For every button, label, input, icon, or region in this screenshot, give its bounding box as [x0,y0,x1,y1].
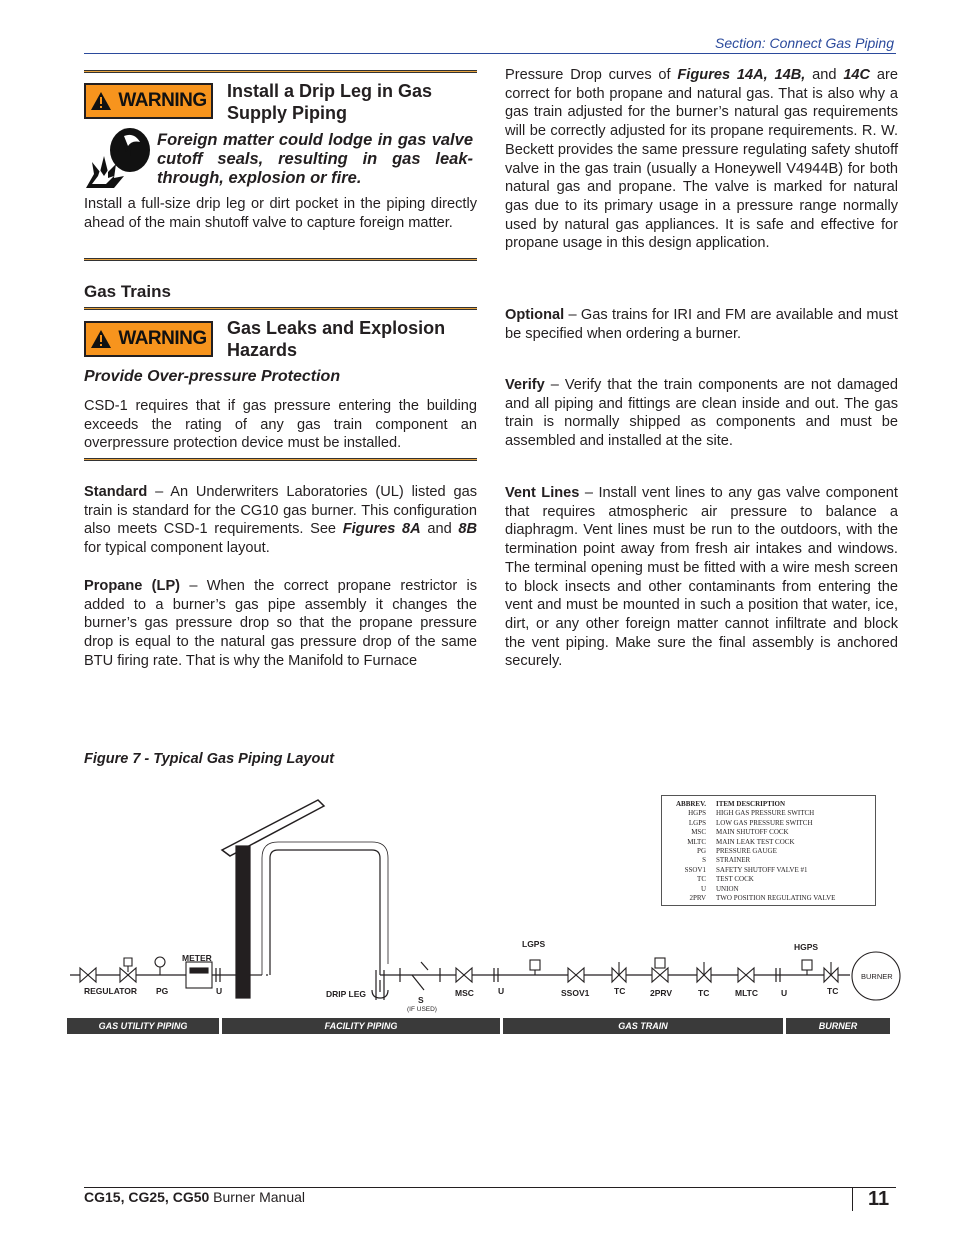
divider-rule [84,458,477,461]
verify-paragraph [505,376,898,451]
label-tc: TC [614,986,626,996]
band-gas-train: GAS TRAIN [503,1018,783,1034]
label-mltc: MLTC [735,988,758,998]
verify-text: – Verify that the train components are not damaged and all piping and fittings are clean inside and out. The gas train is normally shipped as components and must be assembled and installed at the site. [505,377,898,450]
legend-row: MSC MAIN SHUTOFF COCK [691,828,789,837]
divider-rule [84,307,477,310]
standard-figure-link[interactable]: Figures 8A [342,521,421,538]
gas-trains-heading: Gas Trains [84,282,171,301]
label-union: U [216,986,223,996]
vent-text: – Install vent lines to any gas valve component that requires atmospheric air pressure to balance a diaphragm. Vent lines must be run to the outdoors, with the termination point away from fresh air intakes and windows. The terminal opening must be fitted with a wire mesh screen to block insects and other contaminants from entering the vent and must be mounted in such a position that water, ice, dirt, or any other foreign matter cannot infiltrate and block the vent piping. Make sure the final assembly is anchored securely. [505,485,898,670]
label-union-2: U [498,986,505,996]
legend-row: MLTC MAIN LEAK TEST COCK [687,837,795,846]
header-rule [84,53,896,54]
propane-lead: Propane (LP) [84,578,181,594]
explosion-hazard-icon [84,126,154,194]
label-meter: METER [182,953,212,963]
footer-manual: Burner Manual [209,1189,305,1205]
standard-text: – An Underwriters Laboratories (UL) listed gas train is standard for the CG10 gas burner. This configuration also meets CSD-1 requirements. See [84,484,477,538]
label-strainer: S [418,995,424,1005]
label-regulator: REGULATOR [84,986,138,996]
band-facility-piping: FACILITY PIPING [222,1018,500,1034]
page-number: 11 [868,1188,890,1210]
section-header: Section: Connect Gas Piping [715,35,894,51]
standard-paragraph [84,483,477,558]
optional-paragraph [505,306,898,343]
standard-figure-link-2[interactable]: 8B [458,521,478,538]
legend-header: ABBREV. ITEM DESCRIPTION [675,800,786,808]
drip-paragraph: Install a full-size drip leg or dirt pocket in the piping directly ahead of the main shutoff valve to capture foreign matter. [84,196,477,231]
warning-badge [84,321,213,357]
gas-piping-diagram [0,790,954,1020]
pd-figures-link[interactable]: Figures 14A, 14B, [677,67,806,83]
footer-manual-title [84,1189,305,1205]
footer-models: CG15, CG25, CG50 [84,1189,210,1205]
pd-head: Pressure Drop curves of [505,67,678,83]
divider-rule [84,70,477,73]
label-tc-2: TC [698,988,710,998]
overpressure-subheading: Provide Over-pressure Protection [84,368,341,385]
footer-rule [84,1187,896,1188]
label-pg: PG [156,986,169,996]
warning-triangle-icon [90,329,112,349]
verify-lead: Verify [505,377,545,393]
label-tc-3: TC [827,986,839,996]
legend-row: S STRAINER [702,856,751,865]
pd-figure-link-2[interactable]: 14C [843,67,871,83]
legend-row: PG PRESSURE GAUGE [697,847,777,856]
pd-and: and [805,67,844,83]
vent-lines-paragraph [505,484,898,671]
pd-text: are correct for both propane and natural gas. That is also why a gas train adjusted for the burner’s natural gas requirements will be correctly adjusted for its propane requirements. R. W. Beckett provides the same pressure regulating safety shutoff valve in the gas train (usually a Honeywell V4944B) for both natural gas and propane. The valve is marked for natural gas due to its primary usage in a pressure range normally used by natural gas appliances. It is safe and effective for propane usage in this design application. [505,67,898,252]
legend-row: TC TEST COCK [697,875,754,884]
optional-text: – Gas trains for IRI and FM are available and must be specified when ordering a burner. [505,307,898,342]
label-msc: MSC [455,988,474,998]
leaks-heading: Gas Leaks and Explosion Hazards [227,318,446,360]
band-burner: BURNER [786,1018,890,1034]
drip-warning-text: Foreign matter could lodge in gas valve cutoff seals, resulting in gas leak-through, explosion or fire. [157,131,473,187]
pressure-drop-paragraph [505,66,898,253]
vent-lead: Vent Lines [505,485,580,501]
legend-row: LGPS LOW GAS PRESSURE SWITCH [688,818,813,827]
standard-and: and [420,521,459,538]
building-wall [236,846,250,998]
label-if-used: (IF USED) [407,1006,437,1013]
warning-triangle-icon [90,91,112,111]
label-2prv: 2PRV [650,988,673,998]
optional-lead: Optional [505,307,565,323]
propane-text: – When the correct propane restrictor is added to a burner’s gas pipe assembly it changes the burner’s gas pressure drop so that the propane pressure drop is equal to the natural gas pressure drop of the same BTU firing rate. That is why the Manifold to Furnace [84,578,477,669]
standard-tail: for typical component layout. [84,540,270,557]
warning-label: WARNING [118,90,207,111]
figure-caption: Figure 7 - Typical Gas Piping Layout [84,751,335,767]
overpressure-paragraph: CSD-1 requires that if gas pressure entering the building exceeds the rating of any gas train component an overpressure protection device must be installed. [84,398,477,452]
label-drip-leg: DRIP LEG [326,989,366,999]
legend-row: SSOV1 SAFETY SHUTOFF VALVE #1 [684,865,808,874]
warning-badge [84,83,213,119]
label-union-3: U [781,988,788,998]
divider-rule [84,258,477,261]
warning-label: WARNING [118,328,207,349]
legend-row: HGPS HIGH GAS PRESSURE SWITCH [688,809,815,818]
legend-row: U UNION [700,884,739,893]
label-ssov1: SSOV1 [561,988,590,998]
legend-row: 2PRV TWO POSITION REGULATING VALVE [689,894,836,903]
label-lgps: LGPS [522,939,546,949]
band-gas-utility-piping: GAS UTILITY PIPING [67,1018,219,1034]
label-hgps: HGPS [794,942,819,952]
label-burner: BURNER [861,972,893,981]
propane-paragraph [84,577,477,671]
drip-heading: Install a Drip Leg in Gas Supply Piping [227,81,433,123]
footer-divider [852,1187,853,1211]
standard-lead: Standard [84,484,148,500]
